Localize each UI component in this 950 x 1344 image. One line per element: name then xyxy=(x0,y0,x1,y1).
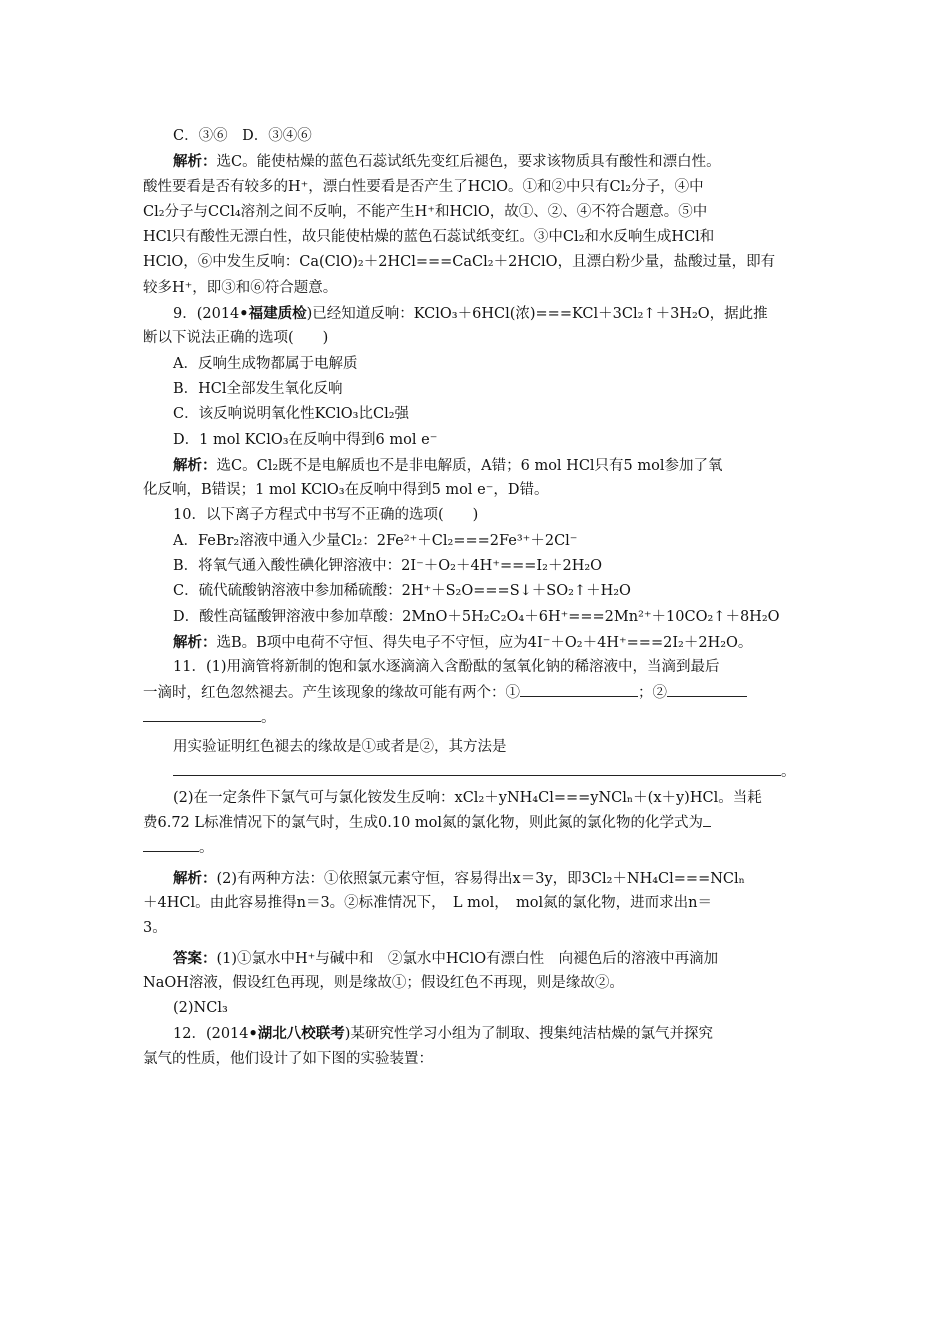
q9-stem-line-2: 断以下说法正确的选项( ) xyxy=(143,330,329,347)
q11-line-2: 一滴时，红色忽然褪去。产生该现象的缘故可能有两个：① ；② xyxy=(143,681,808,706)
q11-part2-line-3: 。 xyxy=(143,836,808,861)
answer-blank-2-cont xyxy=(143,707,261,722)
q8-option-cd: C．③⑥ D．③④⑥ xyxy=(173,128,312,144)
q11-part2-line-1: (2)在一定条件下氯气可与氯化铵发生反响：xCl₂＋yNH₄Cl===yNClₙ＋(x＋y)HCl。当耗 xyxy=(173,789,762,806)
answer-blank-2 xyxy=(667,682,747,697)
q9-stem-line-1: 9．(2014•福建质检)已经知道反响：KClO₃＋6HCl(浓)===KCl＋3Cl₂↑＋3H₂O，据此推 xyxy=(173,305,768,323)
q11-answer-line-3: (2)NCl₃ xyxy=(173,1000,228,1017)
q10-option-c: C．硫代硫酸钠溶液中参加稀硫酸：2H⁺＋S₂O===S↓＋SO₂↑＋H₂O xyxy=(173,583,631,600)
q8-analysis-line-5: HClO，⑥中发生反响：Ca(ClO)₂＋2HCl===CaCl₂＋2HClO，且漂白粉少量，盐酸过量，即有 xyxy=(143,254,776,271)
analysis-label: 解析： xyxy=(173,456,217,474)
q11-line-1: 11．(1)用滴管将新制的饱和氯水逐滴滴入含酚酞的氢氧化钠的稀溶液中，当滴到最后 xyxy=(173,659,720,676)
answer-blank-3 xyxy=(173,761,781,776)
q11-analysis-line-1: 解析：(2)有两种方法：①依照氯元素守恒，容易得出x＝3y，即3Cl₂＋NH₄Cl===NClₙ xyxy=(173,869,745,887)
q9-option-b: B．HCl全部发生氧化反响 xyxy=(173,380,343,397)
q10-option-a: A．FeBr₂溶液中通入少量Cl₂：2Fe²⁺＋Cl₂===2Fe³⁺＋2Cl⁻ xyxy=(173,532,578,549)
q9-analysis-line-1: 解析：选C。Cl₂既不是电解质也不是非电解质，A错；6 mol HCl只有5 mol参加了氧 xyxy=(173,456,723,474)
q11-line-5: 。 xyxy=(143,760,808,785)
q11-answer-line-1: 答案：(1)①氯水中H⁺与碱中和 ②氯水中HClO有漂白性 向褪色后的溶液中再滴加 xyxy=(173,949,719,967)
analysis-label: 解析： xyxy=(173,153,217,171)
q12-source: •湖北八校联考 xyxy=(248,1025,345,1043)
answer-blank-4-cont xyxy=(143,837,199,852)
q9-option-d: D．1 mol KClO₃在反响中得到6 mol e⁻ xyxy=(173,431,438,448)
answer-label: 答案： xyxy=(173,949,217,967)
analysis-label: 解析： xyxy=(173,633,217,651)
q9-analysis-line-2: 化反响，B错误；1 mol KClO₃在反响中得到5 mol e⁻，D错。 xyxy=(143,482,549,499)
q11-part2-line-2: 费6.72 L标准情况下的氯气时，生成0.10 mol氮的氯化物，则此氮的氯化物的化学式为 xyxy=(143,811,808,836)
answer-blank-1 xyxy=(520,682,638,697)
q11-answer-line-2: NaOH溶液，假设红色再现，则是缘故①；假设红色不再现，则是缘故②。 xyxy=(143,974,624,991)
q9-option-a: A．反响生成物都属于电解质 xyxy=(173,355,358,372)
q10-analysis-line-1: 解析：选B。B项中电荷不守恒、得失电子不守恒，应为4I⁻＋O₂＋4H⁺===2I₂＋2H₂O。 xyxy=(173,633,753,651)
q10-option-b: B．将氧气通入酸性碘化钾溶液中：2I⁻＋O₂＋4H⁺===I₂＋2H₂O xyxy=(173,558,603,575)
q9-source: •福建质检 xyxy=(239,305,307,323)
q11-analysis-line-2: ＋4HCl。由此容易推得n＝3。②标准情况下， L mol， mol氮的氯化物，进而求出n＝ xyxy=(143,894,712,911)
q9-option-c: C．该反响说明氧化性KClO₃比Cl₂强 xyxy=(173,406,410,423)
q8-analysis-line-3: Cl₂分子与CCl₄溶剂之间不反响，不能产生H⁺和HClO，故①、②、④不符合题意。⑤中 xyxy=(143,203,708,220)
q8-analysis-line-6: 较多H⁺，即③和⑥符合题意。 xyxy=(143,279,338,296)
answer-blank-4 xyxy=(703,812,711,827)
q10-stem: 10．以下离子方程式中书写不正确的选项( ) xyxy=(173,507,479,524)
q8-analysis-line-4: HCl只有酸性无漂白性，故只能使枯燥的蓝色石蕊试纸变红。③中Cl₂和水反响生成HCl和 xyxy=(143,229,715,246)
q10-option-d: D．酸性高锰酸钾溶液中参加草酸：2MnO＋5H₂C₂O₄＋6H⁺===2Mn²⁺＋10CO₂↑＋8H₂O xyxy=(173,608,780,625)
q11-analysis-line-3: 3。 xyxy=(143,920,167,937)
q11-line-4: 用实验证明红色褪去的缘故是①或者是②，其方法是 xyxy=(173,739,507,756)
q11-line-3: 。 xyxy=(143,706,808,731)
q8-analysis-line-2: 酸性要看是否有较多的H⁺，漂白性要看是否产生了HClO。①和②中只有Cl₂分子，④中 xyxy=(143,178,704,195)
q12-stem-line-1: 12．(2014•湖北八校联考)某研究性学习小组为了制取、搜集纯洁枯燥的氯气并探究 xyxy=(173,1025,713,1043)
q8-analysis-line-1: 解析：选C。能使枯燥的蓝色石蕊试纸先变红后褪色，要求该物质具有酸性和漂白性。 xyxy=(173,153,721,171)
q12-stem-line-2: 氯气的性质，他们设计了如下图的实验装置： xyxy=(143,1050,433,1067)
analysis-label: 解析： xyxy=(173,869,217,887)
document-page xyxy=(143,124,808,1072)
